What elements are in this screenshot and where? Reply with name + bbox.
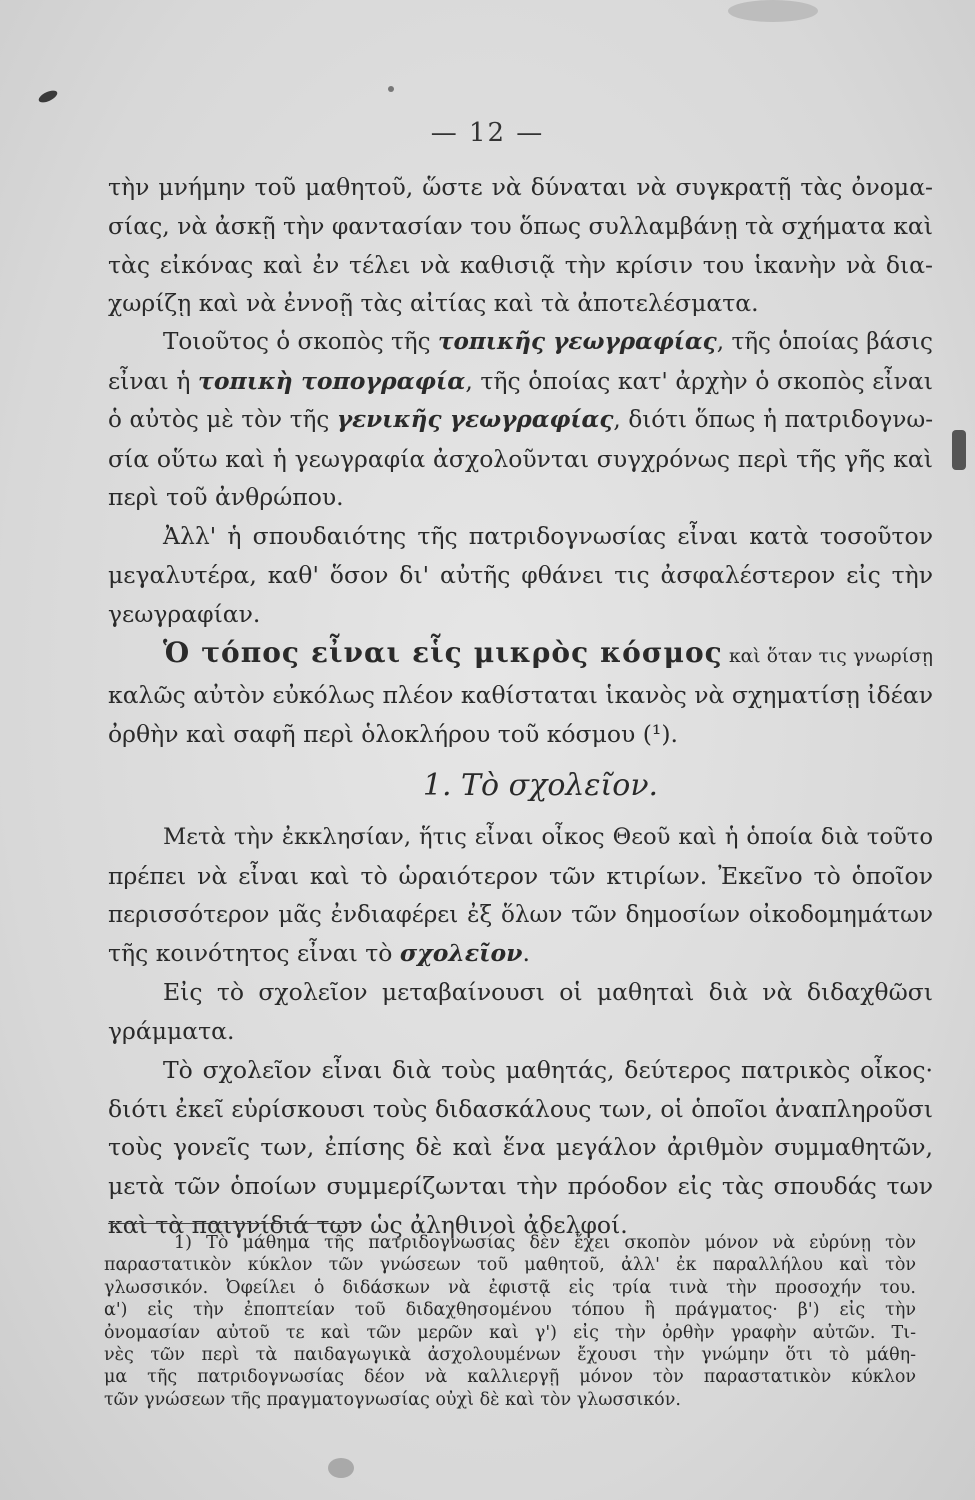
text-line: μεγαλυτέρα, καθ' ὅσον δι' αὐτῆς φθάνει τις ἀσφαλέστερον εἰς τὴν [108, 560, 933, 589]
text-run: , τῆς ὁποίας βάσις [716, 329, 933, 356]
text-line: Μετὰ τὴν ἐκκλησίαν, ἥτις εἶναι οἶκος Θεοῦ καὶ ἡ ὁποία διὰ τοῦτο [163, 823, 933, 850]
text-line: μετὰ τῶν ὁποίων συμμερίζωνται τὴν πρόοδον εἰς τὰς σπουδάς των [108, 1172, 933, 1201]
edge-mark [952, 430, 966, 470]
text-line: περισσότερον μᾶς ἐνδιαφέρει ἐξ ὅλων τῶν δημοσίων οἰκοδομημάτων [108, 901, 933, 928]
text-line: γεωγραφίαν. [108, 599, 261, 628]
ink-dot [388, 86, 394, 92]
main-text [108, 168, 933, 1245]
page-stain [728, 0, 818, 22]
text-line: πρέπει νὰ εἶναι καὶ τὸ ὡραιότερον τῶν κτιρίων. Ἐκεῖνο τὸ ὁποῖον [108, 861, 933, 890]
text-line: καὶ τὰ παιγνίδιά των ὡς ἀληθινοὶ ἀδελφοί. [108, 1210, 628, 1239]
text-line [108, 634, 933, 677]
text-line [108, 323, 933, 362]
text-line: τοὺς γονεῖς των, ἐπίσης δὲ καὶ ἕνα μεγάλον ἀριθμὸν συμμαθητῶν, [108, 1133, 933, 1162]
page-number: — 12 — [430, 118, 545, 148]
footnote-separator [108, 1223, 358, 1224]
text-run: τῆς κοινότητος εἶναι τὸ [108, 939, 400, 968]
text-line: Ἀλλ' ἡ σπουδαιότης τῆς πατριδογνωσίας εἶναι κατὰ τοσοῦτον [163, 522, 933, 551]
footnote-line: 1) Τὸ μάθημα τῆς πατριδογνωσίας δὲν ἔχει σκοπὸν μόνον νὰ εὐρύνῃ τὸν [174, 1233, 916, 1253]
text-line: σία οὕτω καὶ ἡ γεωγραφία ἀσχολοῦνται συγχρόνως περὶ τῆς γῆς καὶ [108, 444, 933, 473]
text-line [108, 401, 933, 440]
text-line: Τὸ σχολεῖον εἶναι διὰ τοὺς μαθητάς, δεύτερος πατρικὸς οἶκος· [163, 1055, 933, 1084]
section-title: 1. Τὸ σχολεῖον. [422, 767, 659, 803]
emphasis-local-topography: τοπικὴ τοπογραφία [198, 366, 466, 395]
footnote-line: μα τῆς πατριδογνωσίας δέον νὰ καλλιεργῇ μόνον τὸν παραστατικὸν κύκλον [104, 1367, 916, 1388]
text-line: χωρίζῃ καὶ νὰ ἐννοῇ τὰς αἰτίας καὶ τὰ ἀποτελέσματα. [108, 289, 759, 318]
text-line [108, 362, 933, 401]
footnote-line: τῶν γνώσεων τῆς πραγματογνωσίας οὐχὶ δὲ καὶ τὸν γλωσσικόν. [104, 1389, 681, 1410]
text-line: γράμματα. [108, 1016, 235, 1045]
text-line: Εἰς τὸ σχολεῖον μεταβαίνουσι οἱ μαθηταὶ διὰ νὰ διδαχθῶσι [163, 978, 933, 1007]
footnote-line: γλωσσικόν. Ὀφείλει ὁ διδάσκων νὰ ἐφιστᾷ εἰς τρία τινὰ τὴν προσοχήν του. [104, 1277, 916, 1298]
ink-blot [37, 88, 59, 105]
text-run: . [522, 939, 530, 968]
text-line: ὀρθὴν καὶ σαφῆ περὶ ὁλοκλήρου τοῦ κόσμου (¹). [108, 720, 678, 749]
emphasis-local-geography: τοπικῆς γεωγραφίας [437, 328, 717, 356]
text-run: , τῆς ὁποίας κατ' ἀρχὴν ὁ σκοπὸς εἶναι [465, 366, 933, 395]
footnote-line: νὲς τῶν περὶ τὰ παιδαγωγικὰ ἀσχολουμένων ἔχουσι τὴν γνώμην ὅτι τὸ μάθη- [104, 1345, 916, 1366]
text-run: καὶ ὅταν τις γνωρίσῃ [722, 645, 933, 667]
footnote-line: παραστατικὸν κύκλον τῶν γνώσεων τοῦ μαθητοῦ, ἀλλ' ἐκ παραλλήλου καὶ τὸν [104, 1255, 916, 1276]
text-line: σίας, νὰ ἀσκῇ τὴν φαντασίαν του ὅπως συλλαμβάνῃ τὰ σχήματα καὶ [108, 211, 933, 240]
text-run: εἶναι ἡ [108, 366, 199, 395]
text-line: περὶ τοῦ ἀνθρώπου. [108, 483, 344, 512]
text-line: διότι ἐκεῖ εὑρίσκουσι τοὺς διδασκάλους των, οἱ ὁποῖοι ἀναπληροῦσι [108, 1094, 933, 1123]
footnote-line: α') εἰς τὴν ἐποπτείαν τοῦ διδαχθησομένου τόπου ἢ πράγματος· β') εἰς τὴν [104, 1300, 916, 1321]
bottom-stain [328, 1458, 354, 1478]
emphasis-small-world: Ὁ τόπος εἶναι εἷς μικρὸς κόσμος [163, 635, 723, 669]
text-run: ὁ αὐτὸς μὲ τὸν τῆς [108, 406, 337, 433]
footnote [104, 1232, 916, 1411]
text-run: , διότι ὅπως ἡ πατριδογνω- [613, 406, 934, 433]
emphasis-general-geography: γενικῆς γεωγραφίας [336, 405, 614, 433]
text-line: τὰς εἰκόνας καὶ ἐν τέλει νὰ καθισιᾷ τὴν κρίσιν του ἱκανὴν νὰ δια- [108, 250, 933, 279]
text-line: καλῶς αὐτὸν εὐκόλως πλέον καθίσταται ἱκανὸς νὰ σχηματίσῃ ἰδέαν [108, 681, 933, 710]
text-run: Τοιοῦτος ὁ σκοπὸς τῆς [163, 329, 438, 356]
text-line: τὴν μνήμην τοῦ μαθητοῦ, ὥστε νὰ δύναται νὰ συγκρατῇ τὰς ὀνομα- [108, 173, 933, 201]
footnote-line: ὀνομασίαν αὐτοῦ τε καὶ τῶν μερῶν καὶ γ') εἰς τὴν ὀρθὴν γραφὴν αὐτῶν. Τι- [104, 1322, 916, 1343]
emphasis-school: σχολεῖον [399, 939, 523, 968]
text-line [108, 934, 933, 973]
